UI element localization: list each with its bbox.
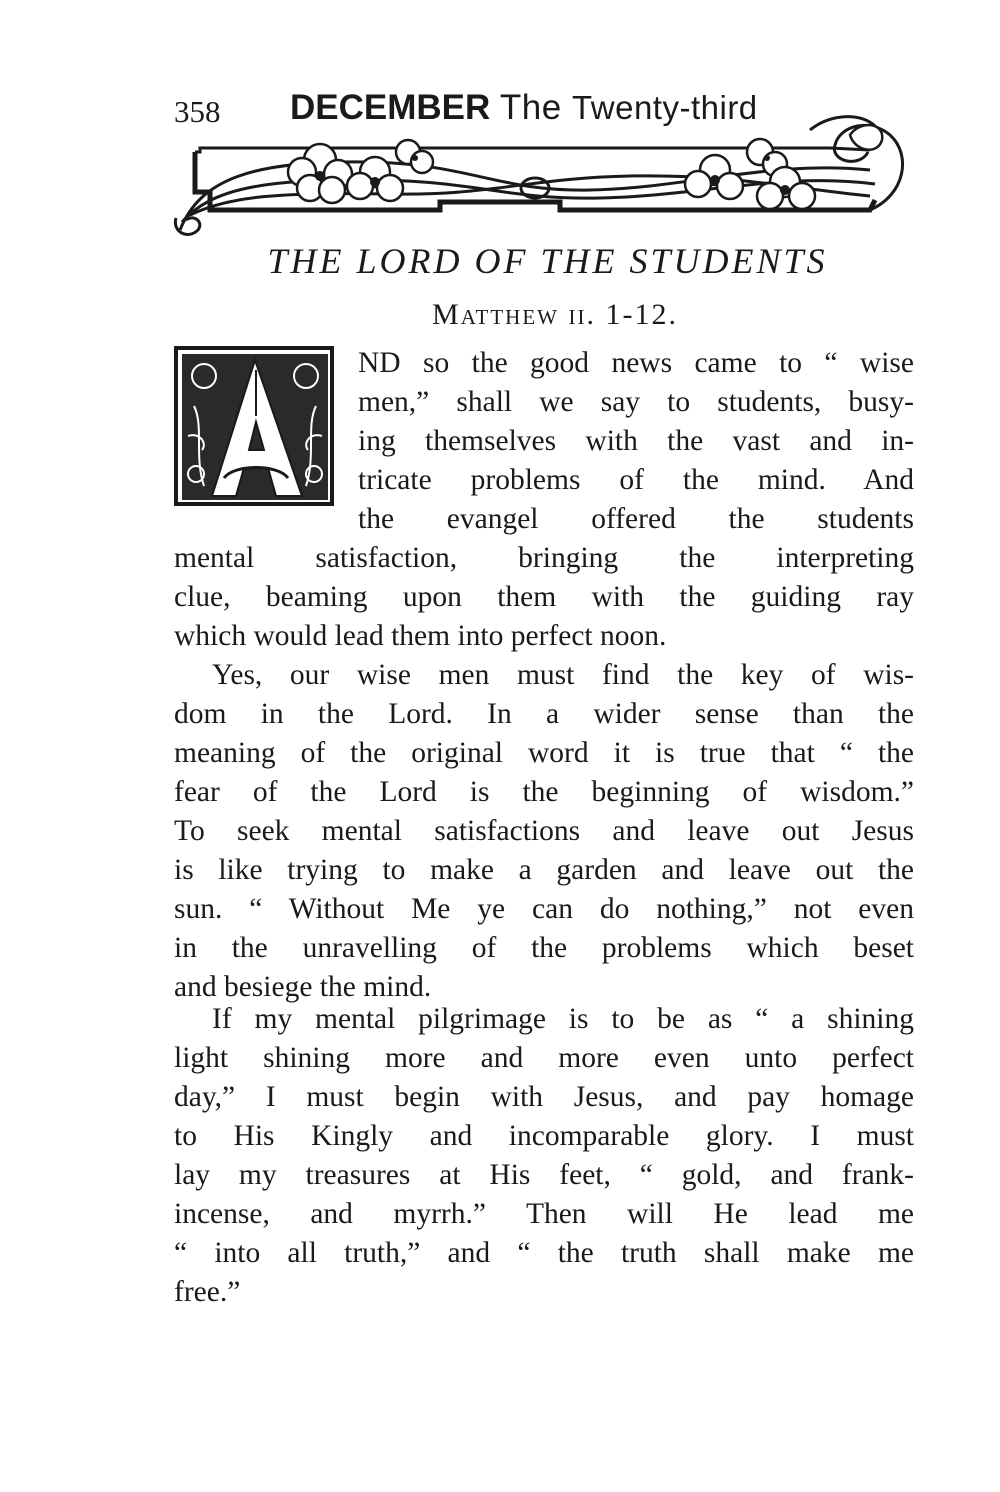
text-line: which would lead them into perfect noon. xyxy=(174,620,667,652)
text-line: sun. “ Without Me ye can do nothing,” not even xyxy=(174,893,914,925)
scripture-reference: Matthew ii. 1-12. xyxy=(432,298,678,331)
page-number: 358 xyxy=(174,94,221,129)
floral-ornament-icon xyxy=(170,100,920,245)
text-line: ing themselves with the vast and in- xyxy=(358,425,914,457)
text-line: mental satisfaction, bringing the interpreting xyxy=(174,542,914,574)
text-line: ND so the good news came to “ wise xyxy=(358,347,914,379)
ornamental-dropcap-icon xyxy=(174,346,338,510)
text-line: day,” I must begin with Jesus, and pay homage xyxy=(174,1081,914,1113)
text-line: “ into all truth,” and “ the truth shall make me xyxy=(174,1237,914,1269)
text-line: and besiege the mind. xyxy=(174,971,432,1003)
text-line: dom in the Lord. In a wider sense than the xyxy=(174,698,914,730)
paragraph-1 xyxy=(174,539,914,656)
text-line: men,” shall we say to students, busy- xyxy=(358,386,914,418)
text-line: to His Kingly and incomparable glory. I must xyxy=(174,1120,914,1152)
text-line: light shining more and more even unto perfect xyxy=(174,1042,914,1074)
text-line: the evangel offered the students xyxy=(358,503,914,535)
text-line: free.” xyxy=(174,1276,241,1308)
paragraph-2 xyxy=(174,656,914,1007)
text-line: Yes, our wise men must find the key of wis- xyxy=(212,659,914,691)
text-line: is like trying to make a garden and leave out the xyxy=(174,854,914,886)
day-prefix: The xyxy=(499,88,562,127)
text-line: If my mental pilgrimage is to be as “ a shining xyxy=(212,1003,914,1035)
text-line: tricate problems of the mind. And xyxy=(358,464,914,496)
text-line: meaning of the original word it is true that “ the xyxy=(174,737,914,769)
text-line: fear of the Lord is the beginning of wisdom.” xyxy=(174,776,914,808)
text-line: incense, and myrrh.” Then will He lead me xyxy=(174,1198,914,1230)
month-label: DECEMBER xyxy=(290,88,491,127)
text-line: lay my treasures at His feet, “ gold, and frank- xyxy=(174,1159,914,1191)
day-label: Twenty-third xyxy=(571,89,758,126)
text-line: in the unravelling of the problems which beset xyxy=(174,932,914,964)
dropcap-wrapped-text xyxy=(358,344,914,539)
paragraph-3 xyxy=(174,1000,914,1312)
text-line: clue, beaming upon them with the guiding ray xyxy=(174,581,914,613)
text-line: To seek mental satisfactions and leave out Jesus xyxy=(174,815,914,847)
page-title: THE LORD OF THE STUDENTS xyxy=(267,241,828,281)
